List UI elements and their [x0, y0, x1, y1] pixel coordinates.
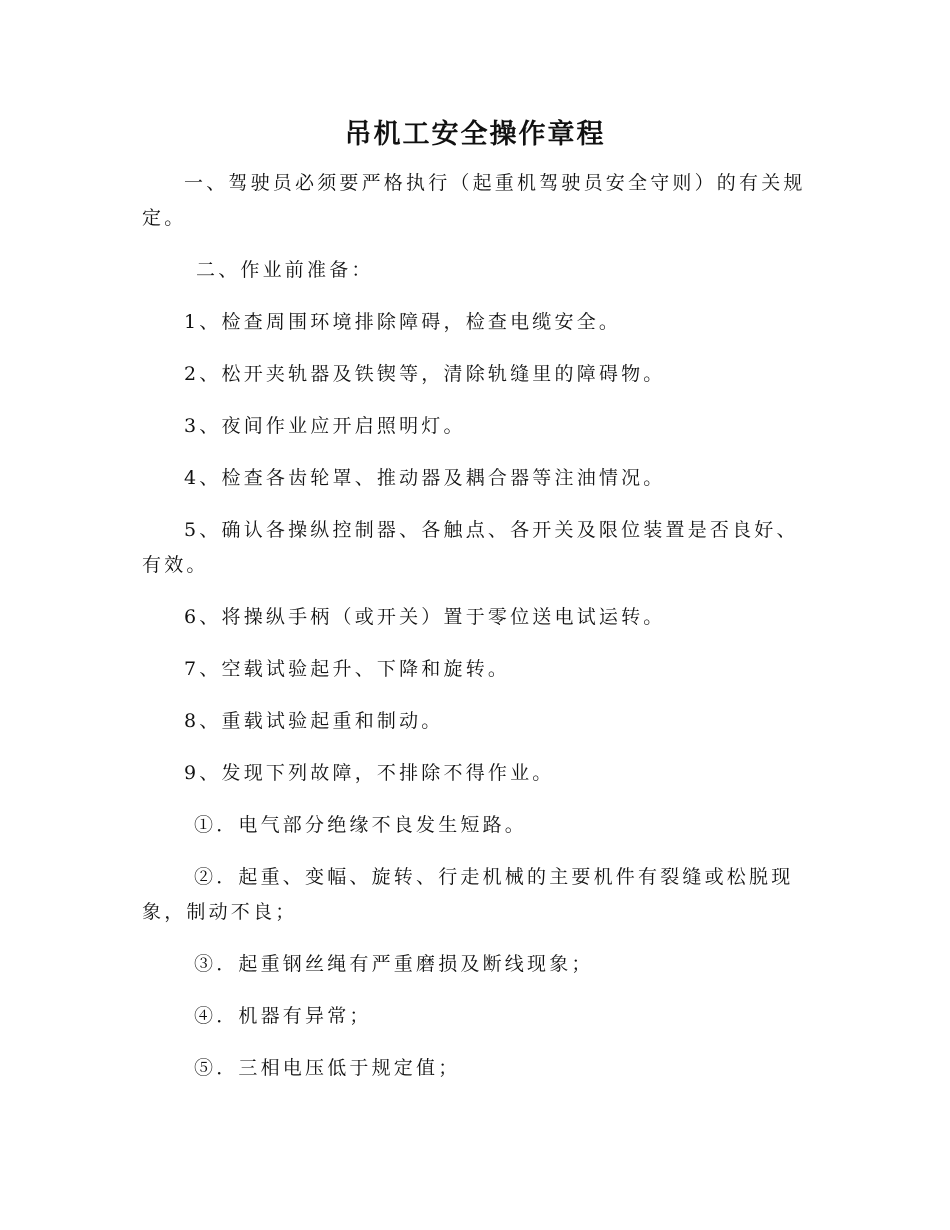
paragraph-16: ⑤．三相电压低于规定值；: [194, 1057, 461, 1079]
paragraph-3: 1、检查周围环境排除障碍，检查电缆安全。: [184, 311, 622, 333]
paragraph-11: 9、发现下列故障，不排除不得作业。: [184, 762, 555, 784]
paragraph-14: ③．起重钢丝绳有严重磨损及断线现象；: [194, 953, 594, 975]
paragraph-12: ①．电气部分绝缘不良发生短路。: [194, 814, 528, 836]
paragraph-10: 8、重载试验起重和制动。: [184, 710, 444, 732]
paragraph-7: 5、确认各操纵控制器、各触点、各开关及限位装置是否良好、有效。: [142, 519, 799, 576]
paragraph-4: 2、松开夹轨器及铁锲等，清除轨缝里的障碍物。: [184, 363, 666, 385]
paragraph-13: ②．起重、变幅、旋转、行走机械的主要机件有裂缝或松脱现象，制动不良；: [142, 866, 794, 923]
paragraph-5: 3、夜间作业应开启照明灯。: [184, 415, 466, 437]
paragraph-6: 4、检查各齿轮罩、推动器及耦合器等注油情况。: [184, 467, 666, 489]
document-title: 吊机工安全操作章程: [344, 119, 606, 150]
paragraph-2: 二、作业前准备：: [196, 259, 374, 281]
paragraph-8: 6、将操纵手柄（或开关）置于零位送电试运转。: [184, 606, 666, 628]
document-body: [142, 166, 808, 1103]
paragraph-1: 一、驾驶员必须要严格执行（起重机驾驶员安全守则）的有关规定。: [142, 172, 806, 229]
paragraph-15: ④．机器有异常；: [194, 1005, 372, 1027]
paragraph-9: 7、空载试验起升、下降和旋转。: [184, 658, 511, 680]
